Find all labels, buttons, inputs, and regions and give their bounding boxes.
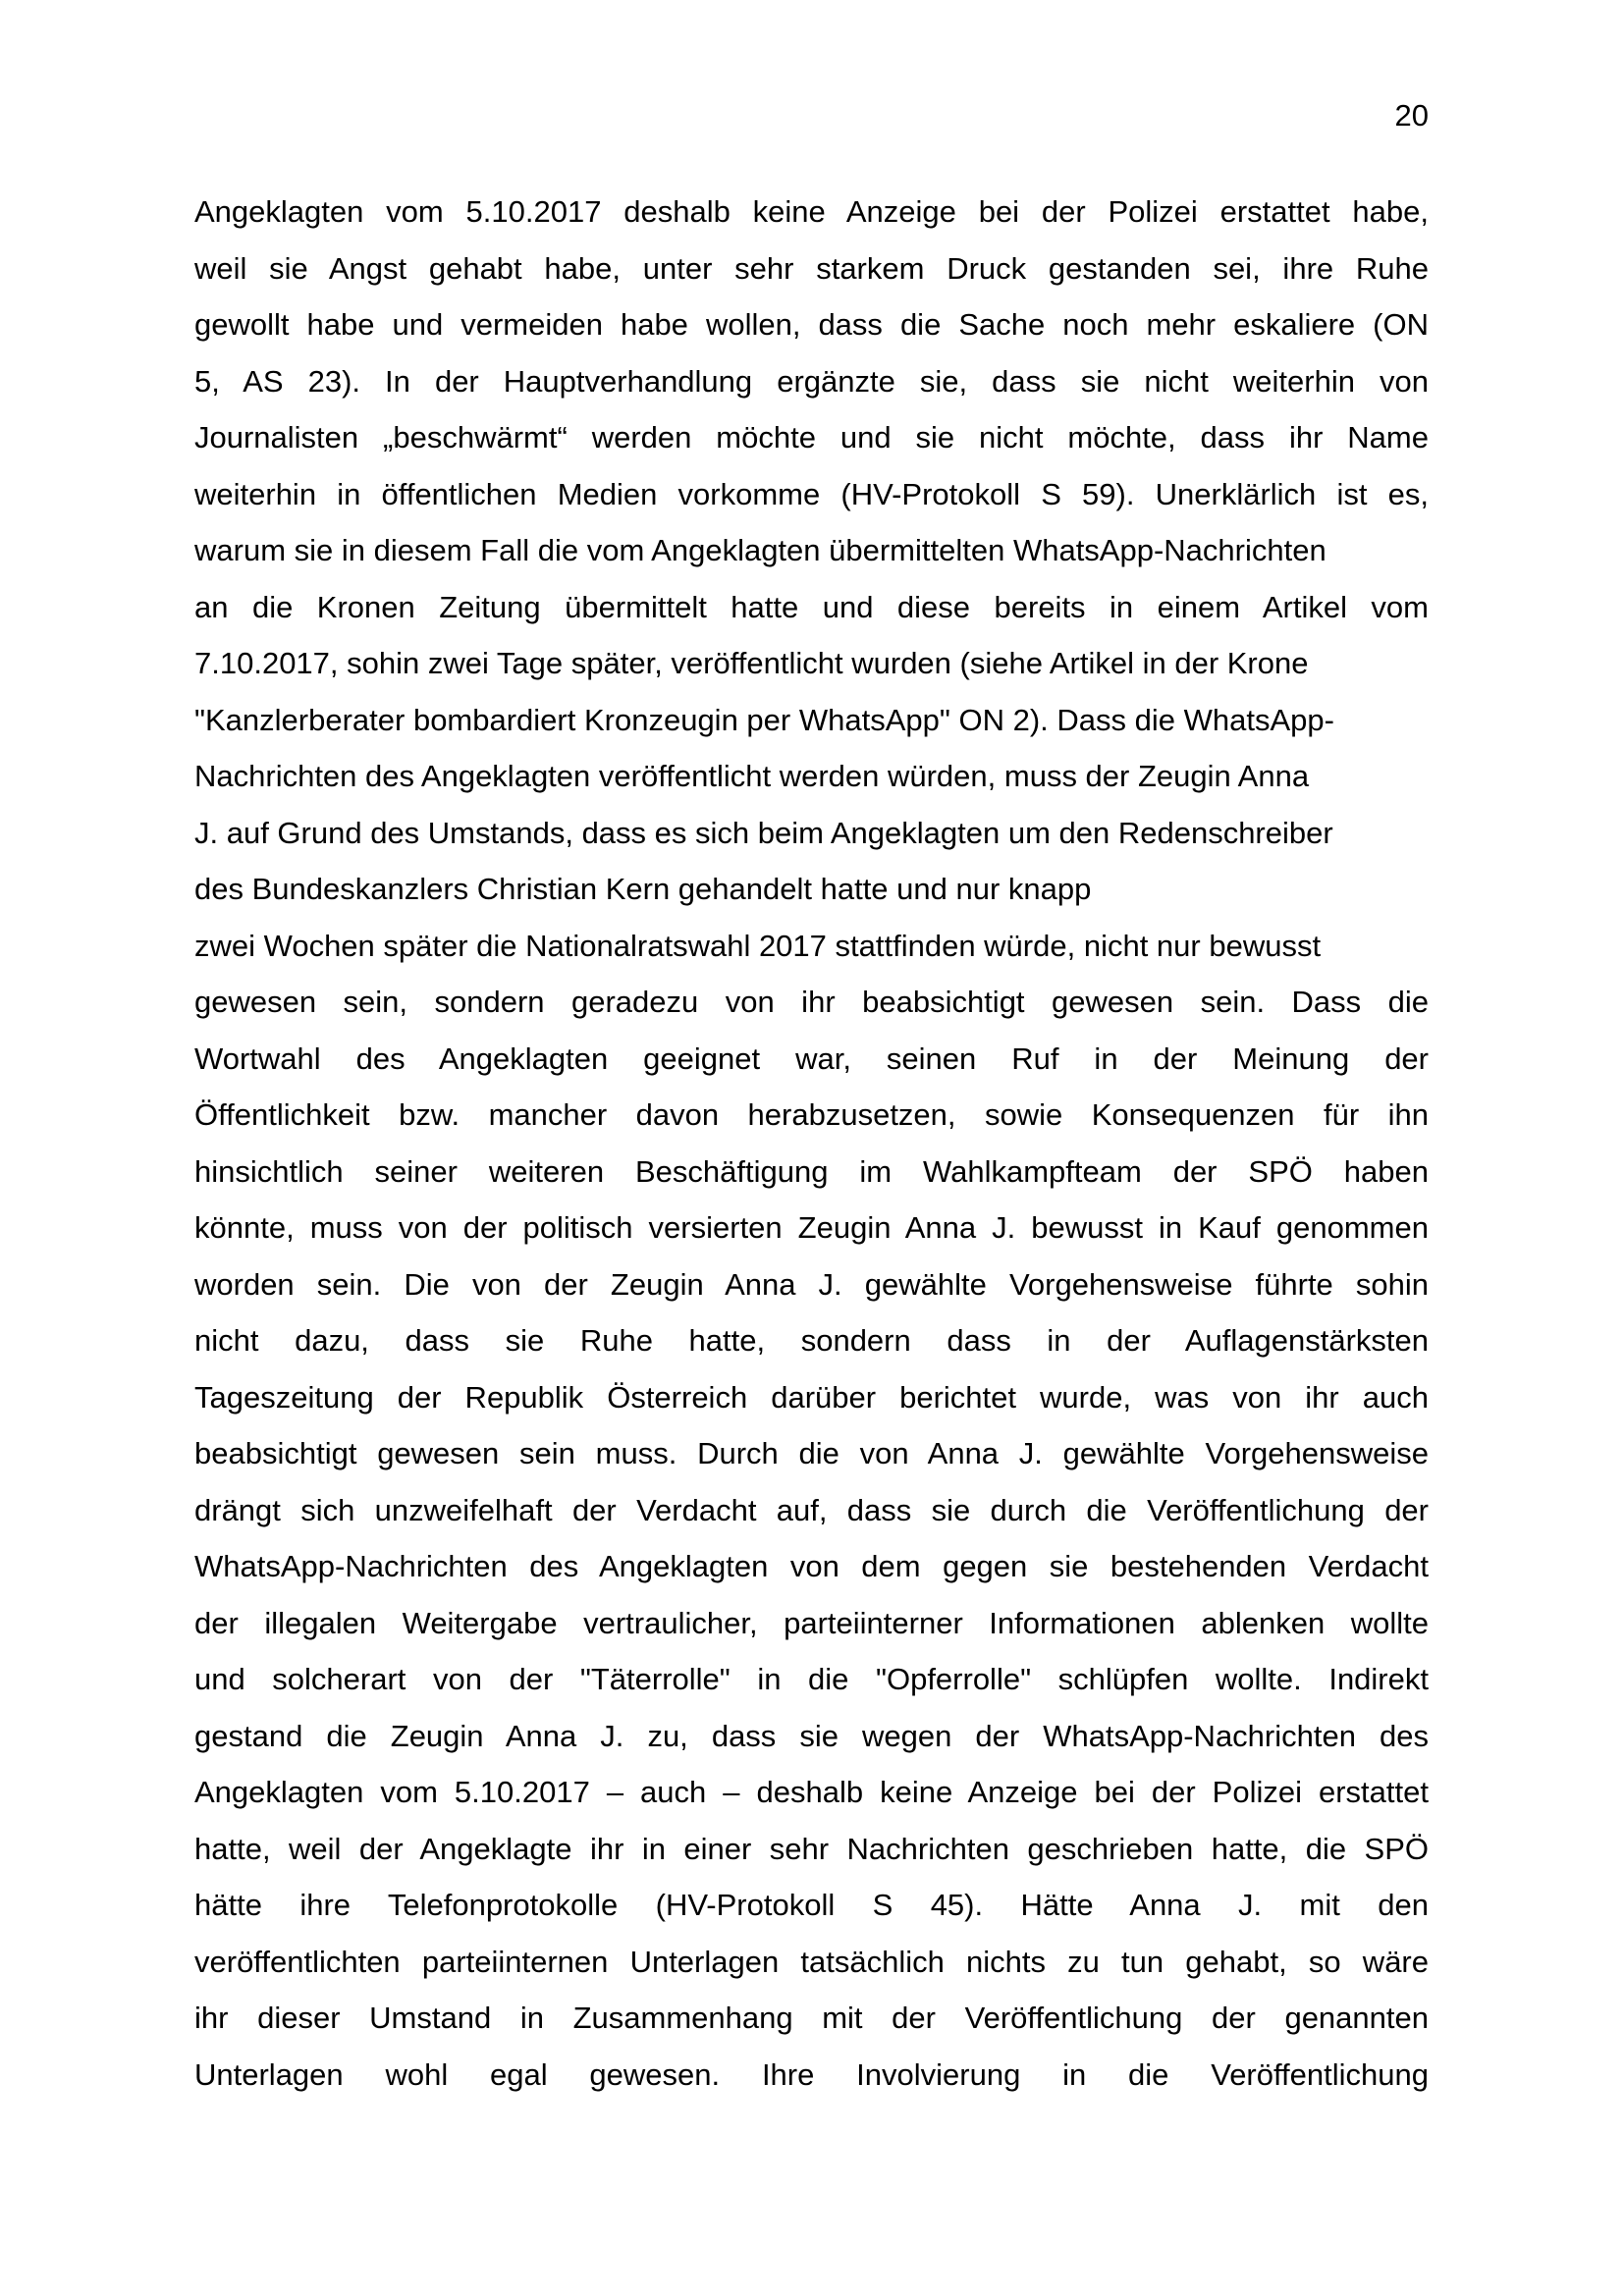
text-line: drängt sich unzweifelhaft der Verdacht auf, dass sie durch die Veröffentlichung der [194, 1492, 1429, 1527]
text-line: Wortwahl des Angeklagten geeignet war, seinen Ruf in der Meinung der [194, 1041, 1429, 1076]
text-line: J. auf Grund des Umstands, dass es sich beim Angeklagten um den Redenschreiber [194, 815, 1333, 850]
text-line: weil sie Angst gehabt habe, unter sehr starkem Druck gestanden sei, ihre Ruhe [194, 250, 1429, 286]
page-number: 20 [1394, 98, 1429, 133]
body-paragraph [194, 184, 1429, 2103]
text-line: und solcherart von der "Täterrolle" in die "Opferrolle" schlüpfen wollte. Indirekt [194, 1662, 1429, 1696]
text-line: nicht dazu, dass sie Ruhe hatte, sondern dass in der Auflagenstärksten [194, 1323, 1429, 1358]
text-line: ihr dieser Umstand in Zusammenhang mit der Veröffentlichung der genannten [194, 2001, 1429, 2035]
text-line: Öffentlichkeit bzw. mancher davon herabzusetzen, sowie Konsequenzen für ihn [194, 1097, 1429, 1132]
text-line: worden sein. Die von der Zeugin Anna J. gewählte Vorgehensweise führte sohin [194, 1266, 1429, 1302]
text-line: hätte ihre Telefonprotokolle (HV-Protokoll S 45). Hätte Anna J. mit den [194, 1888, 1429, 1922]
text-line: warum sie in diesem Fall die vom Angeklagten übermittelten WhatsApp-Nachrichten [194, 533, 1326, 567]
text-line: weiterhin in öffentlichen Medien vorkomme (HV-Protokoll S 59). Unerklärlich ist es, [194, 476, 1429, 511]
text-line: Nachrichten des Angeklagten veröffentlicht werden würden, muss der Zeugin Anna [194, 759, 1310, 793]
text-line: des Bundeskanzlers Christian Kern gehandelt hatte und nur knapp [194, 872, 1092, 906]
text-line: gewollt habe und vermeiden habe wollen, dass die Sache noch mehr eskaliere (ON [194, 307, 1429, 342]
text-line: "Kanzlerberater bombardiert Kronzeugin per WhatsApp" ON 2). Dass die WhatsApp- [194, 702, 1334, 737]
text-line: zwei Wochen später die Nationalratswahl 2017 stattfinden würde, nicht nur bewusst [194, 928, 1322, 963]
text-line: könnte, muss von der politisch versierten Zeugin Anna J. bewusst in Kauf genommen [194, 1210, 1429, 1245]
text-line: Journalisten „beschwärmt“ werden möchte und sie nicht möchte, dass ihr Name [194, 420, 1429, 454]
text-line: 7.10.2017, sohin zwei Tage später, veröffentlicht wurden (siehe Artikel in der Krone [194, 646, 1309, 680]
text-line: Unterlagen wohl egal gewesen. Ihre Involvierung in die Veröffentlichung [194, 2056, 1429, 2092]
text-line: veröffentlichten parteiinternen Unterlagen tatsächlich nichts zu tun gehabt, so wäre [194, 1944, 1429, 1979]
text-line: der illegalen Weitergabe vertraulicher, parteiinterner Informationen ablenken wollte [194, 1605, 1429, 1640]
text-line: beabsichtigt gewesen sein muss. Durch die von Anna J. gewählte Vorgehensweise [194, 1436, 1429, 1470]
text-line: hinsichtlich seiner weiteren Beschäftigung im Wahlkampfteam der SPÖ haben [194, 1153, 1429, 1189]
text-line: gestand die Zeugin Anna J. zu, dass sie wegen der WhatsApp-Nachrichten des [194, 1718, 1429, 1753]
text-line: Angeklagten vom 5.10.2017 – auch – deshalb keine Anzeige bei der Polizei erstattet [194, 1775, 1429, 1809]
text-line: 5, AS 23). In der Hauptverhandlung ergänzte sie, dass sie nicht weiterhin von [194, 363, 1429, 399]
text-line: an die Kronen Zeitung übermittelt hatte und diese bereits in einem Artikel vom [194, 589, 1429, 624]
text-line: WhatsApp-Nachrichten des Angeklagten von dem gegen sie bestehenden Verdacht [194, 1549, 1429, 1583]
text-line: hatte, weil der Angeklagte ihr in einer sehr Nachrichten geschrieben hatte, die SPÖ [194, 1831, 1429, 1866]
text-line: gewesen sein, sondern geradezu von ihr beabsichtigt gewesen sein. Dass die [194, 985, 1429, 1019]
text-line: Angeklagten vom 5.10.2017 deshalb keine Anzeige bei der Polizei erstattet habe, [194, 194, 1429, 229]
text-line: Tageszeitung der Republik Österreich darüber berichtet wurde, was von ihr auch [194, 1379, 1429, 1415]
